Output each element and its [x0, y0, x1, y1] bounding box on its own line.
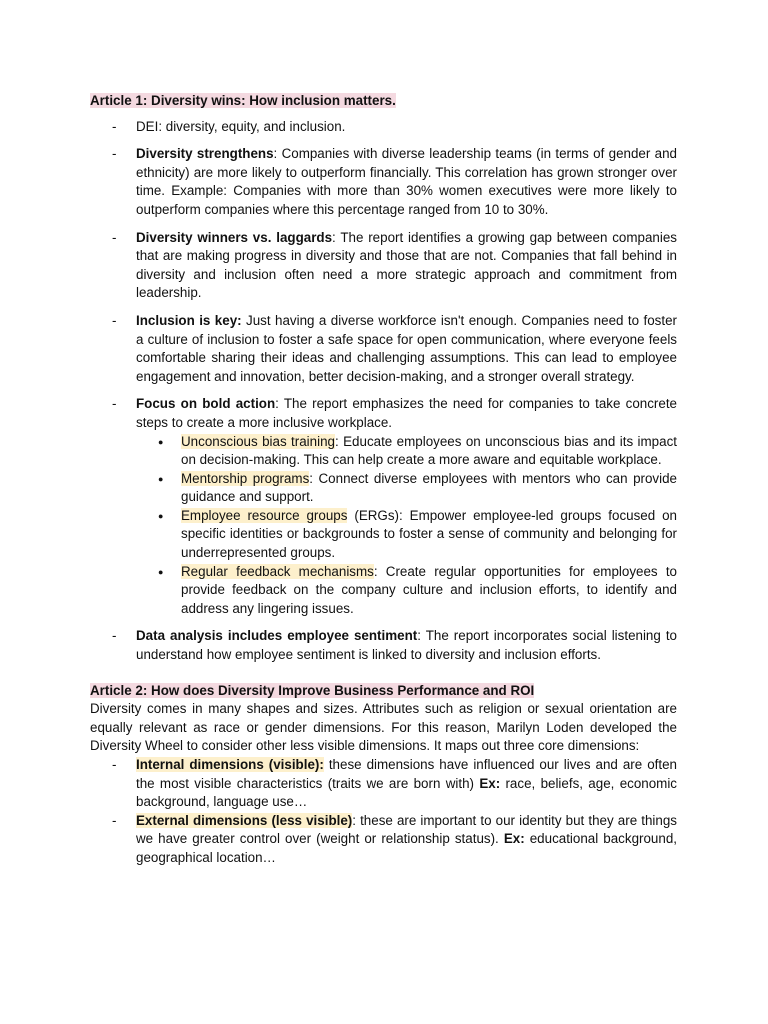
item-text: DEI: diversity, equity, and inclusion. — [136, 118, 346, 134]
list-item-external-dimensions — [90, 812, 677, 868]
item-text: : Companies with diverse leadership teams (in terms of gender and ethnicity) are more likely to outperform financially. This correlation has grown stronger over time. Example: Companies with more than 30% women executives were more likely to outperform companies where this percentage ranged from 10 to 30%. — [136, 146, 677, 217]
sublist-item-erg — [136, 507, 677, 563]
document-page — [90, 92, 677, 868]
highlighted-term: Mentorship programs — [181, 470, 310, 486]
example-text: educational background, geographical location… — [136, 831, 677, 865]
item-term: Diversity strengthens — [136, 146, 274, 162]
item-term: Inclusion is key: — [136, 312, 242, 328]
sublist-item-feedback — [136, 563, 677, 619]
article-2-title: Article 2: How does Diversity Improve Business Performance and ROI — [90, 682, 535, 698]
item-text: (ERGs): Empower employee-led groups focused on specific identities or backgrounds to foster a sense of community and belonging for underrepresented groups. — [181, 507, 678, 561]
article-1-heading — [90, 92, 677, 111]
item-text: : Educate employees on unconscious bias and its impact on decision-making. This can help create a more aware and equitable workplace. — [181, 433, 677, 468]
sublist-item-mentorship — [136, 470, 677, 507]
article-1-title: Article 1: Diversity wins: How inclusion matters. — [90, 93, 396, 108]
list-item-dei — [90, 118, 677, 137]
list-item-data-analysis — [90, 627, 677, 664]
example-label: Ex: — [503, 831, 525, 847]
article-2-intro: Diversity comes in many shapes and sizes. Attributes such as religion or sexual orientation are equally relevant as race or gender dimensions. For this reason, Marilyn Loden developed the Diversity Wheel to consider other less visible dimensions. It maps out three core dimensions: — [90, 701, 677, 754]
item-text: : The report emphasizes the need for companies to take concrete steps to create a more inclusive workplace. — [136, 396, 677, 430]
list-item-internal-dimensions — [90, 756, 677, 812]
list-item-bold-action — [90, 395, 677, 618]
list-item-winners-laggards — [90, 229, 677, 303]
list-item-inclusion-key — [90, 312, 677, 386]
item-text: : these are important to our identity but they are things we have greater control over (weight or relationship status). — [136, 812, 677, 847]
highlighted-term: Internal dimensions (visible): — [136, 757, 324, 772]
item-term: Data analysis includes employee sentiment — [136, 628, 418, 644]
list-item-diversity-strengthens — [90, 145, 677, 219]
article-2-heading — [90, 682, 677, 701]
bold-action-sublist — [136, 433, 677, 619]
highlighted-term: Unconscious bias training — [181, 433, 335, 449]
sublist-item-bias-training — [136, 433, 677, 470]
example-text: race, beliefs, age, economic background, language use… — [136, 775, 677, 810]
item-text: : The report incorporates social listening to understand how employee sentiment is linked to diversity and inclusion efforts. — [136, 628, 677, 663]
article-2-list — [90, 756, 677, 868]
highlighted-term: Regular feedback mechanisms — [181, 563, 374, 579]
item-term: Diversity winners vs. laggards — [136, 229, 333, 245]
item-text: : Connect diverse employees with mentors who can provide guidance and support. — [181, 470, 677, 505]
item-text: : The report identifies a growing gap between companies that are making progress in diversity and those that are not. Companies that fall behind in diversity and inclusion often need a more strategic approach and commitment from leadership. — [136, 229, 677, 301]
example-label: Ex: — [479, 775, 501, 791]
article-1-list — [90, 118, 677, 665]
item-term: Focus on bold action — [136, 396, 276, 412]
item-text: these dimensions have influenced our lives and are often the most visible characteristics (traits we are born with) — [136, 757, 677, 791]
highlighted-term: Employee resource groups — [181, 507, 348, 523]
highlighted-term: External dimensions (less visible) — [136, 812, 353, 828]
item-text: Just having a diverse workforce isn't enough. Companies need to foster a culture of inclusion to foster a safe space for open communication, where everyone feels comfortable sharing their ideas and challenging assumptions. This can lead to employee engagement and innovation, better decision-making, and a stronger overall strategy. — [136, 312, 677, 384]
item-text: : Create regular opportunities for employees to provide feedback on the company culture and inclusion efforts, to identify and address any lingering issues. — [181, 563, 677, 616]
